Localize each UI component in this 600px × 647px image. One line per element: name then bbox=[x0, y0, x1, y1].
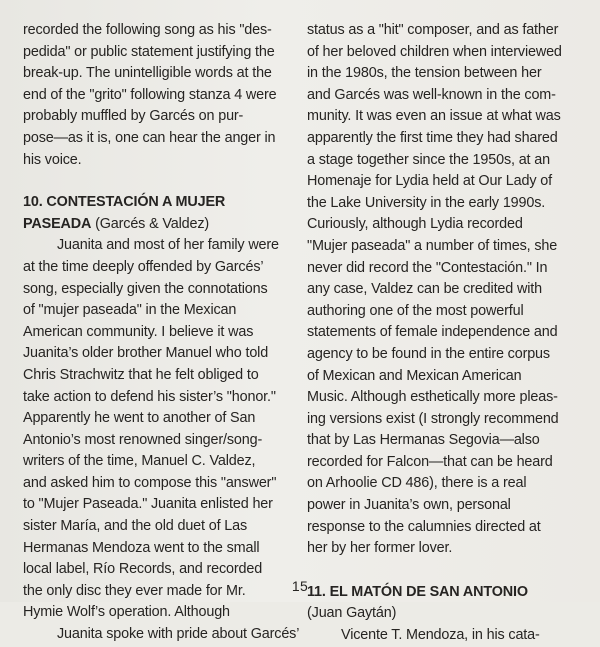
text-line: her by her former lover. bbox=[307, 540, 453, 557]
page-number: 15 bbox=[291, 578, 309, 594]
text-line: probably muffled by Garcés on pur- bbox=[23, 108, 244, 125]
text-line: apparently the first time they had shared bbox=[307, 129, 558, 146]
text-line: Chris Strachwitz that he felt obliged to bbox=[23, 366, 259, 383]
section-10-title-bold: PASEADA bbox=[23, 215, 92, 232]
text-line: any case, Valdez can be credited with bbox=[307, 281, 542, 298]
text-line: power in Juanita’s own, personal bbox=[307, 497, 511, 514]
section-10-continued bbox=[307, 20, 579, 560]
text-line: status as a "hit" composer, and as father bbox=[307, 22, 559, 38]
text-line: the only disc they ever made for Mr. bbox=[23, 582, 246, 599]
section-10-credit: (Garcés & Valdez) bbox=[91, 215, 210, 232]
text-line: pedida" or public statement justifying the bbox=[23, 43, 275, 60]
text-line: local label, Río Records, and recorded bbox=[23, 561, 263, 578]
text-line: break-up. The unintelligible words at the bbox=[23, 65, 272, 82]
text-line: pose—as it is, one can hear the anger in bbox=[23, 129, 276, 146]
text-line: of "mujer paseada" in the Mexican bbox=[23, 302, 237, 319]
section-11-credit: (Juan Gaytán) bbox=[307, 605, 397, 622]
text-line: response to the calumnies directed at bbox=[307, 518, 541, 535]
section-10-heading bbox=[23, 192, 293, 235]
text-line: of her beloved children when interviewed bbox=[307, 43, 562, 60]
text-line: song, especially given the connotations bbox=[23, 280, 268, 297]
section-11-title: 11. EL MATÓN DE SAN ANTONIO bbox=[307, 583, 528, 600]
text-line: to "Mujer Paseada." Juanita enlisted her bbox=[23, 496, 273, 513]
right-column bbox=[307, 20, 579, 647]
text-line: Vicente T. Mendoza, in his cata- bbox=[341, 627, 540, 644]
text-line: the Lake University in the early 1990s. bbox=[307, 194, 546, 211]
text-line: of Mexican and Mexican American bbox=[307, 367, 522, 384]
text-line: Juanita’s older brother Manuel who told bbox=[23, 345, 269, 362]
text-line: on Arhoolie CD 486), there is a real bbox=[307, 475, 527, 492]
text-line: take action to defend his sister’s "honor." bbox=[23, 388, 276, 405]
text-line: Music. Although esthetically more pleas- bbox=[307, 389, 558, 406]
text-line: Hermanas Mendoza went to the small bbox=[23, 539, 260, 556]
text-line: Antonio’s most renowned singer/song- bbox=[23, 431, 263, 448]
text-line: in the 1980s, the tension between her bbox=[307, 65, 542, 82]
text-line: and Garcés was well-known in the com- bbox=[307, 86, 556, 103]
text-line: recorded for Falcon—that can be heard bbox=[307, 453, 553, 470]
text-line: Hymie Wolf’s operation. Although bbox=[23, 604, 230, 621]
text-line: sister María, and the old duet of Las bbox=[23, 518, 248, 535]
section-10-title-line2 bbox=[23, 214, 293, 236]
text-line: never did record the "Contestación." In bbox=[307, 259, 548, 276]
text-line: "Mujer paseada" a number of times, she bbox=[307, 237, 558, 254]
intro-paragraph bbox=[23, 20, 293, 171]
text-line: American community. I believe it was bbox=[23, 323, 254, 340]
text-line: agency to be found in the entire corpus bbox=[307, 345, 550, 362]
text-line: writers of the time, Manuel C. Valdez, bbox=[23, 453, 256, 470]
text-line: end of the "grito" following stanza 4 were bbox=[23, 86, 277, 103]
text-line: a stage together since the 1950s, at an bbox=[307, 151, 550, 168]
text-line: authoring one of the most powerful bbox=[307, 302, 524, 319]
text-line: at the time deeply offended by Garcés’ bbox=[23, 258, 264, 275]
text-line: that by Las Hermanas Segovia—also bbox=[307, 432, 540, 449]
text-line: Curiously, although Lydia recorded bbox=[307, 216, 523, 233]
section-10-title: 10. CONTESTACIÓN A MUJER bbox=[23, 194, 226, 211]
spacer bbox=[23, 171, 293, 192]
text-line: his voice. bbox=[23, 151, 82, 168]
text-line: recorded the following song as his "des- bbox=[23, 22, 272, 38]
text-line: statements of female independence and bbox=[307, 324, 558, 341]
text-line: Juanita spoke with pride about Garcés’ bbox=[57, 626, 300, 643]
text-line: Apparently he went to another of San bbox=[23, 410, 256, 427]
text-line: Juanita and most of her family were bbox=[57, 237, 279, 254]
text-line: munity. It was even an issue at what was bbox=[307, 108, 561, 125]
text-line: and asked him to compose this "answer" bbox=[23, 474, 277, 491]
text-line: Homenaje for Lydia held at Our Lady of bbox=[307, 173, 552, 190]
text-line: ing versions exist (I strongly recommend bbox=[307, 410, 559, 427]
